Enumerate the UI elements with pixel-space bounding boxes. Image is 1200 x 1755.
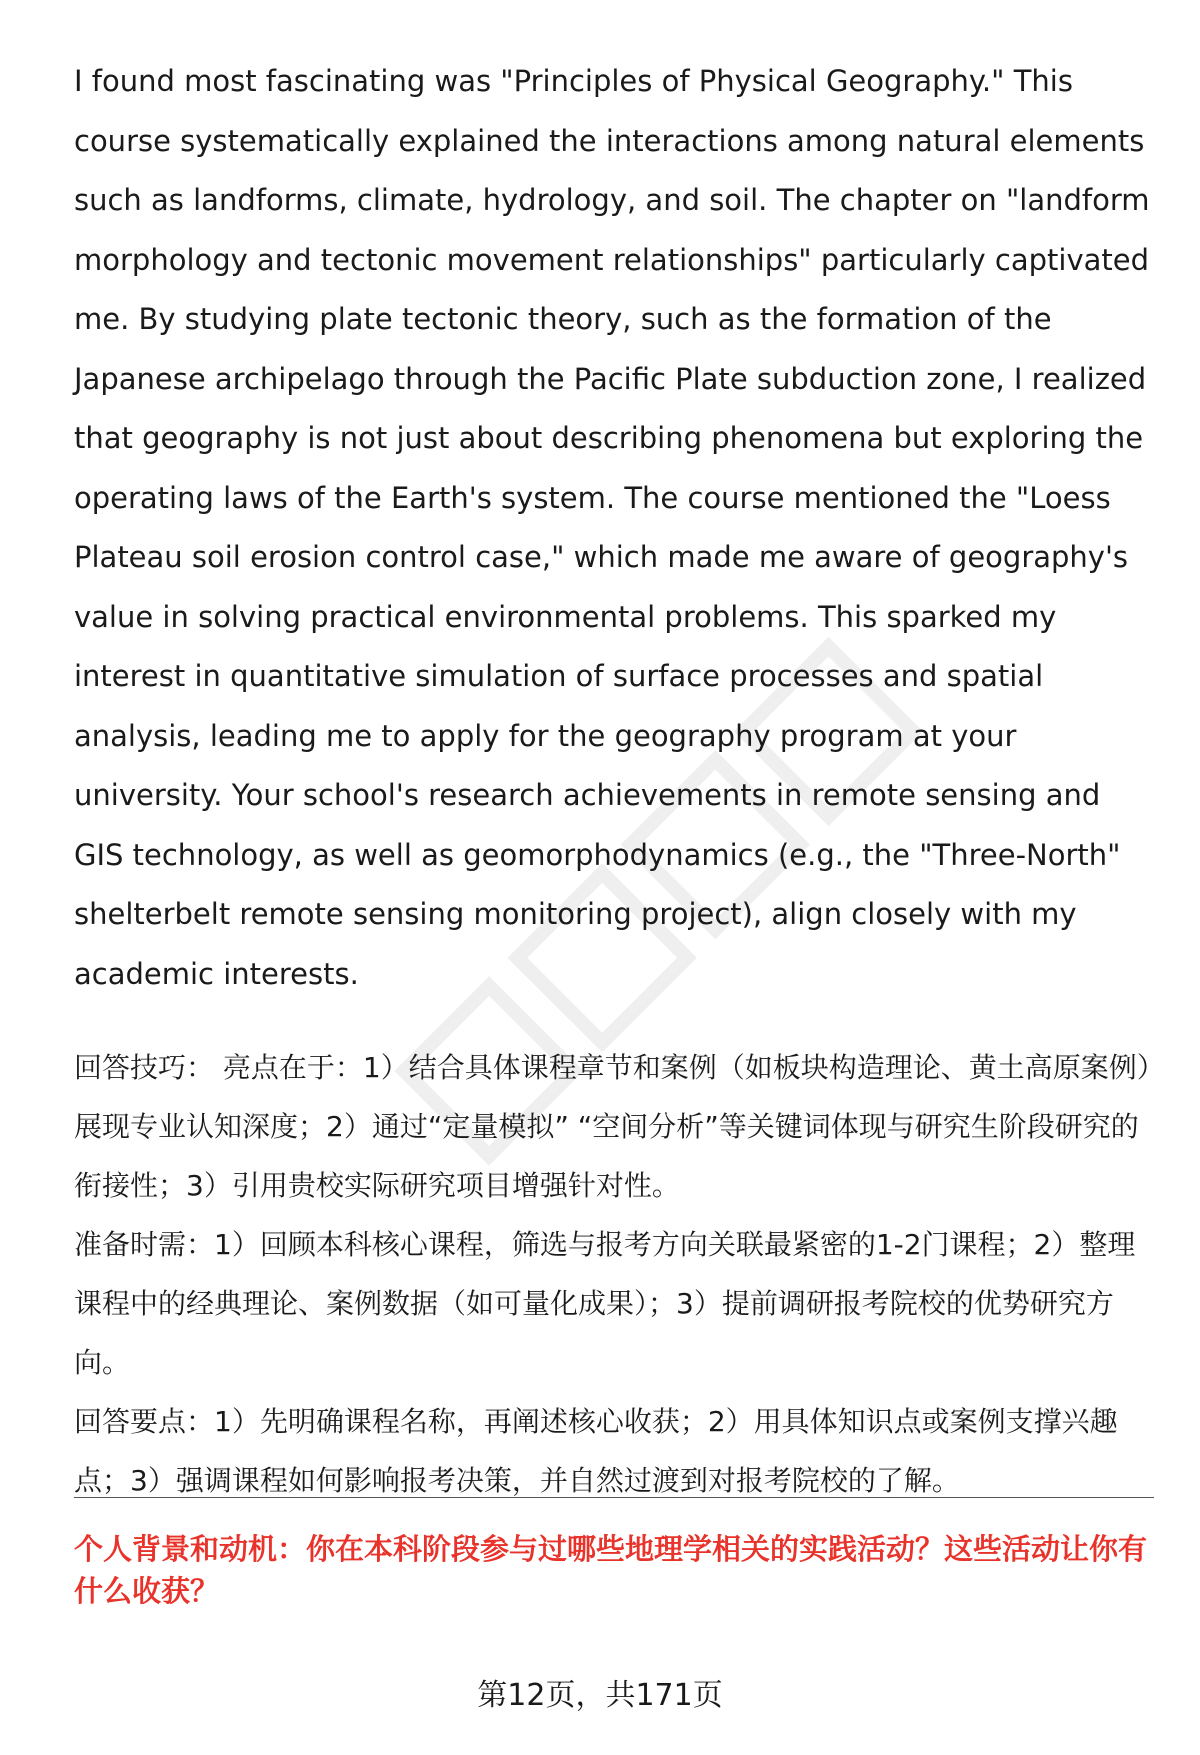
next-question-heading: 个人背景和动机：你在本科阶段参与过哪些地理学相关的实践活动？这些活动让你有什么收获？ (74, 1532, 1148, 1608)
document-content (74, 52, 1154, 1510)
tip-key-points: 回答要点：1）先明确课程名称，再阐述核心收获；2）用具体知识点或案例支撑兴趣点；3）强调课程如何影响报考决策，并自然过渡到对报考院校的了解。 (74, 1405, 1118, 1497)
answer-tips (74, 1038, 1154, 1510)
tip-preparation: 准备时需：1）回顾本科核心课程，筛选与报考方向关联最紧密的1-2门课程；2）整理课程中的经典理论、案例数据（如可量化成果）；3）提前调研报考院校的优势研究方向。 (74, 1228, 1136, 1379)
body-paragraph: I found most fascinating was "Principles of Physical Geography." This course systematically explained the interactions among natural elements such as landforms, climate, hydrology, and soil. The chapter on "landform morphology and tectonic movement relationships" particularly captivated me. By studying plate tectonic theory, such as the formation of the Japanese archipelago through the Pacific Plate subduction zone, I realized that geography is not just about describing phenomena but exploring the operating laws of the Earth's system. The course mentioned the "Loess Plateau soil erosion control case," which made me aware of geography's value in solving practical environmental problems. This sparked my interest in quantitative simulation of surface processes and spatial analysis, leading me to apply for the geography program at your university. Your school's research achievements in remote sensing and GIS technology, as well as geomorphodynamics (e.g., the "Three-North" shelterbelt remote sensing monitoring project), align closely with my academic interests. (74, 64, 1150, 991)
page-number-footer: 第12页，共171页 (477, 1678, 723, 1713)
section-divider (74, 1497, 1154, 1498)
tip-answer-technique: 回答技巧： 亮点在于：1）结合具体课程章节和案例（如板块构造理论、黄土高原案例）展现专业认知深度；2）通过“定量模拟” “空间分析”等关键词体现与研究生阶段研究的衔接性；3）引用贵校实际研究项目增强针对性。 (74, 1051, 1151, 1202)
